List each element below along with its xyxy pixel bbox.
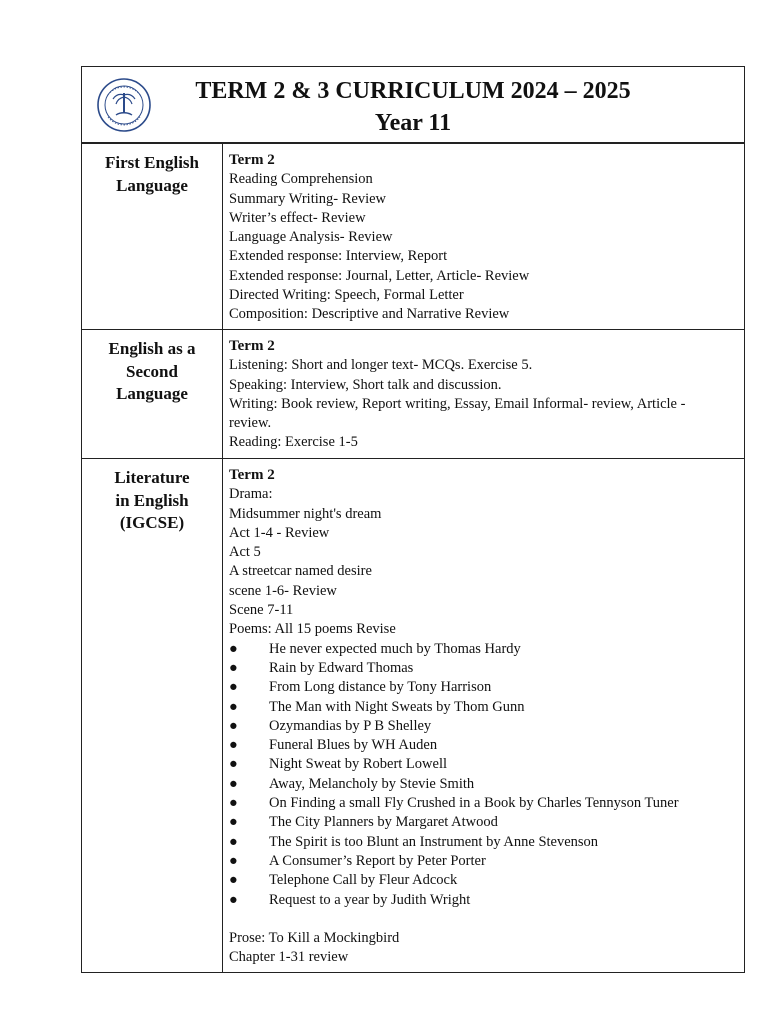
poem-title: Request to a year by Judith Wright bbox=[269, 891, 471, 908]
content-line: Reading: Exercise 1-5 bbox=[229, 434, 358, 451]
poem-list-item bbox=[229, 891, 738, 910]
bullet-icon: ● bbox=[229, 640, 238, 657]
content-line: Drama: bbox=[229, 486, 273, 503]
term-heading: Term 2 bbox=[229, 338, 275, 354]
poem-list-item bbox=[229, 736, 738, 755]
content-line: Reading Comprehension bbox=[229, 171, 373, 188]
title-line-1: TERM 2 & 3 CURRICULUM 2024 – 2025 bbox=[195, 78, 631, 104]
content-line: Writer’s effect- Review bbox=[229, 209, 366, 226]
content-line: Extended response: Interview, Report bbox=[229, 248, 448, 265]
bullet-icon: ● bbox=[229, 679, 238, 696]
content-line: Language Analysis- Review bbox=[229, 229, 393, 246]
bullet-icon: ● bbox=[229, 872, 238, 889]
poem-list-item bbox=[229, 678, 738, 697]
bullet-icon: ● bbox=[229, 795, 238, 812]
bullet-icon: ● bbox=[229, 814, 238, 831]
poem-title: He never expected much by Thomas Hardy bbox=[269, 640, 521, 657]
subject-line: English as a bbox=[108, 339, 196, 358]
term-heading: Term 2 bbox=[229, 152, 275, 168]
poem-title: Away, Melancholy by Stevie Smith bbox=[269, 775, 475, 792]
bullet-icon: ● bbox=[229, 698, 238, 715]
poem-title: Rain by Edward Thomas bbox=[269, 659, 414, 676]
content-line: Speaking: Interview, Short talk and discussion. bbox=[229, 376, 502, 393]
content-cell bbox=[223, 144, 745, 330]
content-line: Chapter 1-31 review bbox=[229, 949, 349, 966]
poem-list-item bbox=[229, 833, 738, 852]
section-english-second-language bbox=[82, 330, 745, 459]
poem-list-item bbox=[229, 871, 738, 890]
curriculum-table bbox=[81, 143, 745, 973]
subject-cell bbox=[82, 459, 223, 973]
poem-title: The Man with Night Sweats by Thom Gunn bbox=[269, 698, 525, 715]
subject-line: First English bbox=[105, 153, 199, 172]
content-cell bbox=[223, 330, 745, 459]
document-header bbox=[81, 66, 745, 143]
bullet-icon: ● bbox=[229, 833, 238, 850]
subject-cell bbox=[82, 330, 223, 459]
poem-title: On Finding a small Fly Crushed in a Book by Charles Tennyson Tuner bbox=[269, 795, 679, 812]
poem-list-item bbox=[229, 640, 738, 659]
subject-line: in English bbox=[115, 490, 189, 510]
poem-list-item bbox=[229, 775, 738, 794]
content-line: Act 5 bbox=[229, 544, 261, 561]
content-line: Writing: Book review, Report writing, Essay, Email Informal- review, Article - bbox=[229, 395, 686, 412]
content-line: scene 1-6- Review bbox=[229, 582, 337, 599]
poem-title: Ozymandias by P B Shelley bbox=[269, 717, 432, 734]
poem-title: A Consumer’s Report by Peter Porter bbox=[269, 852, 486, 869]
section-first-english bbox=[82, 144, 745, 330]
subject-line: Second bbox=[126, 361, 178, 381]
subject-line: Language bbox=[116, 384, 188, 403]
content-line: Summary Writing- Review bbox=[229, 190, 387, 207]
content-line: Composition: Descriptive and Narrative Review bbox=[229, 306, 510, 323]
title-line-2: Year 11 bbox=[374, 110, 452, 136]
content-line: review. bbox=[229, 415, 272, 432]
bullet-icon: ● bbox=[229, 756, 238, 773]
poem-title: From Long distance by Tony Harrison bbox=[269, 679, 492, 696]
document-title bbox=[82, 75, 744, 139]
content-line: Prose: To Kill a Mockingbird bbox=[229, 930, 400, 947]
poem-list-item bbox=[229, 852, 738, 871]
poem-list-item bbox=[229, 698, 738, 717]
content-line: Act 1-4 - Review bbox=[229, 524, 330, 541]
spacer bbox=[229, 910, 738, 929]
poem-list-item bbox=[229, 755, 738, 774]
content-cell bbox=[223, 459, 745, 973]
poem-list-item bbox=[229, 813, 738, 832]
content-line: Extended response: Journal, Letter, Article- Review bbox=[229, 267, 530, 284]
poem-title: The City Planners by Margaret Atwood bbox=[269, 814, 498, 831]
bullet-icon: ● bbox=[229, 737, 238, 754]
bullet-icon: ● bbox=[229, 775, 238, 792]
content-line: Poems: All 15 poems Revise bbox=[229, 621, 396, 638]
section-literature-in-english bbox=[82, 459, 745, 973]
term-heading: Term 2 bbox=[229, 467, 275, 483]
content-line: A streetcar named desire bbox=[229, 563, 372, 580]
bullet-icon: ● bbox=[229, 852, 238, 869]
content-line: Directed Writing: Speech, Formal Letter bbox=[229, 287, 464, 304]
subject-line: (IGCSE) bbox=[119, 513, 185, 532]
subject-cell bbox=[82, 144, 223, 330]
poem-title: Telephone Call by Fleur Adcock bbox=[269, 872, 458, 889]
bullet-icon: ● bbox=[229, 891, 238, 908]
content-line: Listening: Short and longer text- MCQs. Exercise 5. bbox=[229, 357, 533, 374]
poem-list-item bbox=[229, 659, 738, 678]
curriculum-document bbox=[81, 66, 745, 973]
poem-title: Funeral Blues by WH Auden bbox=[269, 737, 438, 754]
bullet-icon: ● bbox=[229, 659, 238, 676]
content-line: Scene 7-11 bbox=[229, 602, 294, 619]
poem-title: Night Sweat by Robert Lowell bbox=[269, 756, 448, 773]
poem-list-item bbox=[229, 794, 738, 813]
poem-title: The Spirit is too Blunt an Instrument by Anne Stevenson bbox=[269, 833, 599, 850]
subject-line: Literature bbox=[114, 468, 190, 487]
content-line: Midsummer night's dream bbox=[229, 505, 382, 522]
subject-line: Language bbox=[116, 175, 188, 195]
bullet-icon: ● bbox=[229, 717, 238, 734]
poem-list-item bbox=[229, 717, 738, 736]
